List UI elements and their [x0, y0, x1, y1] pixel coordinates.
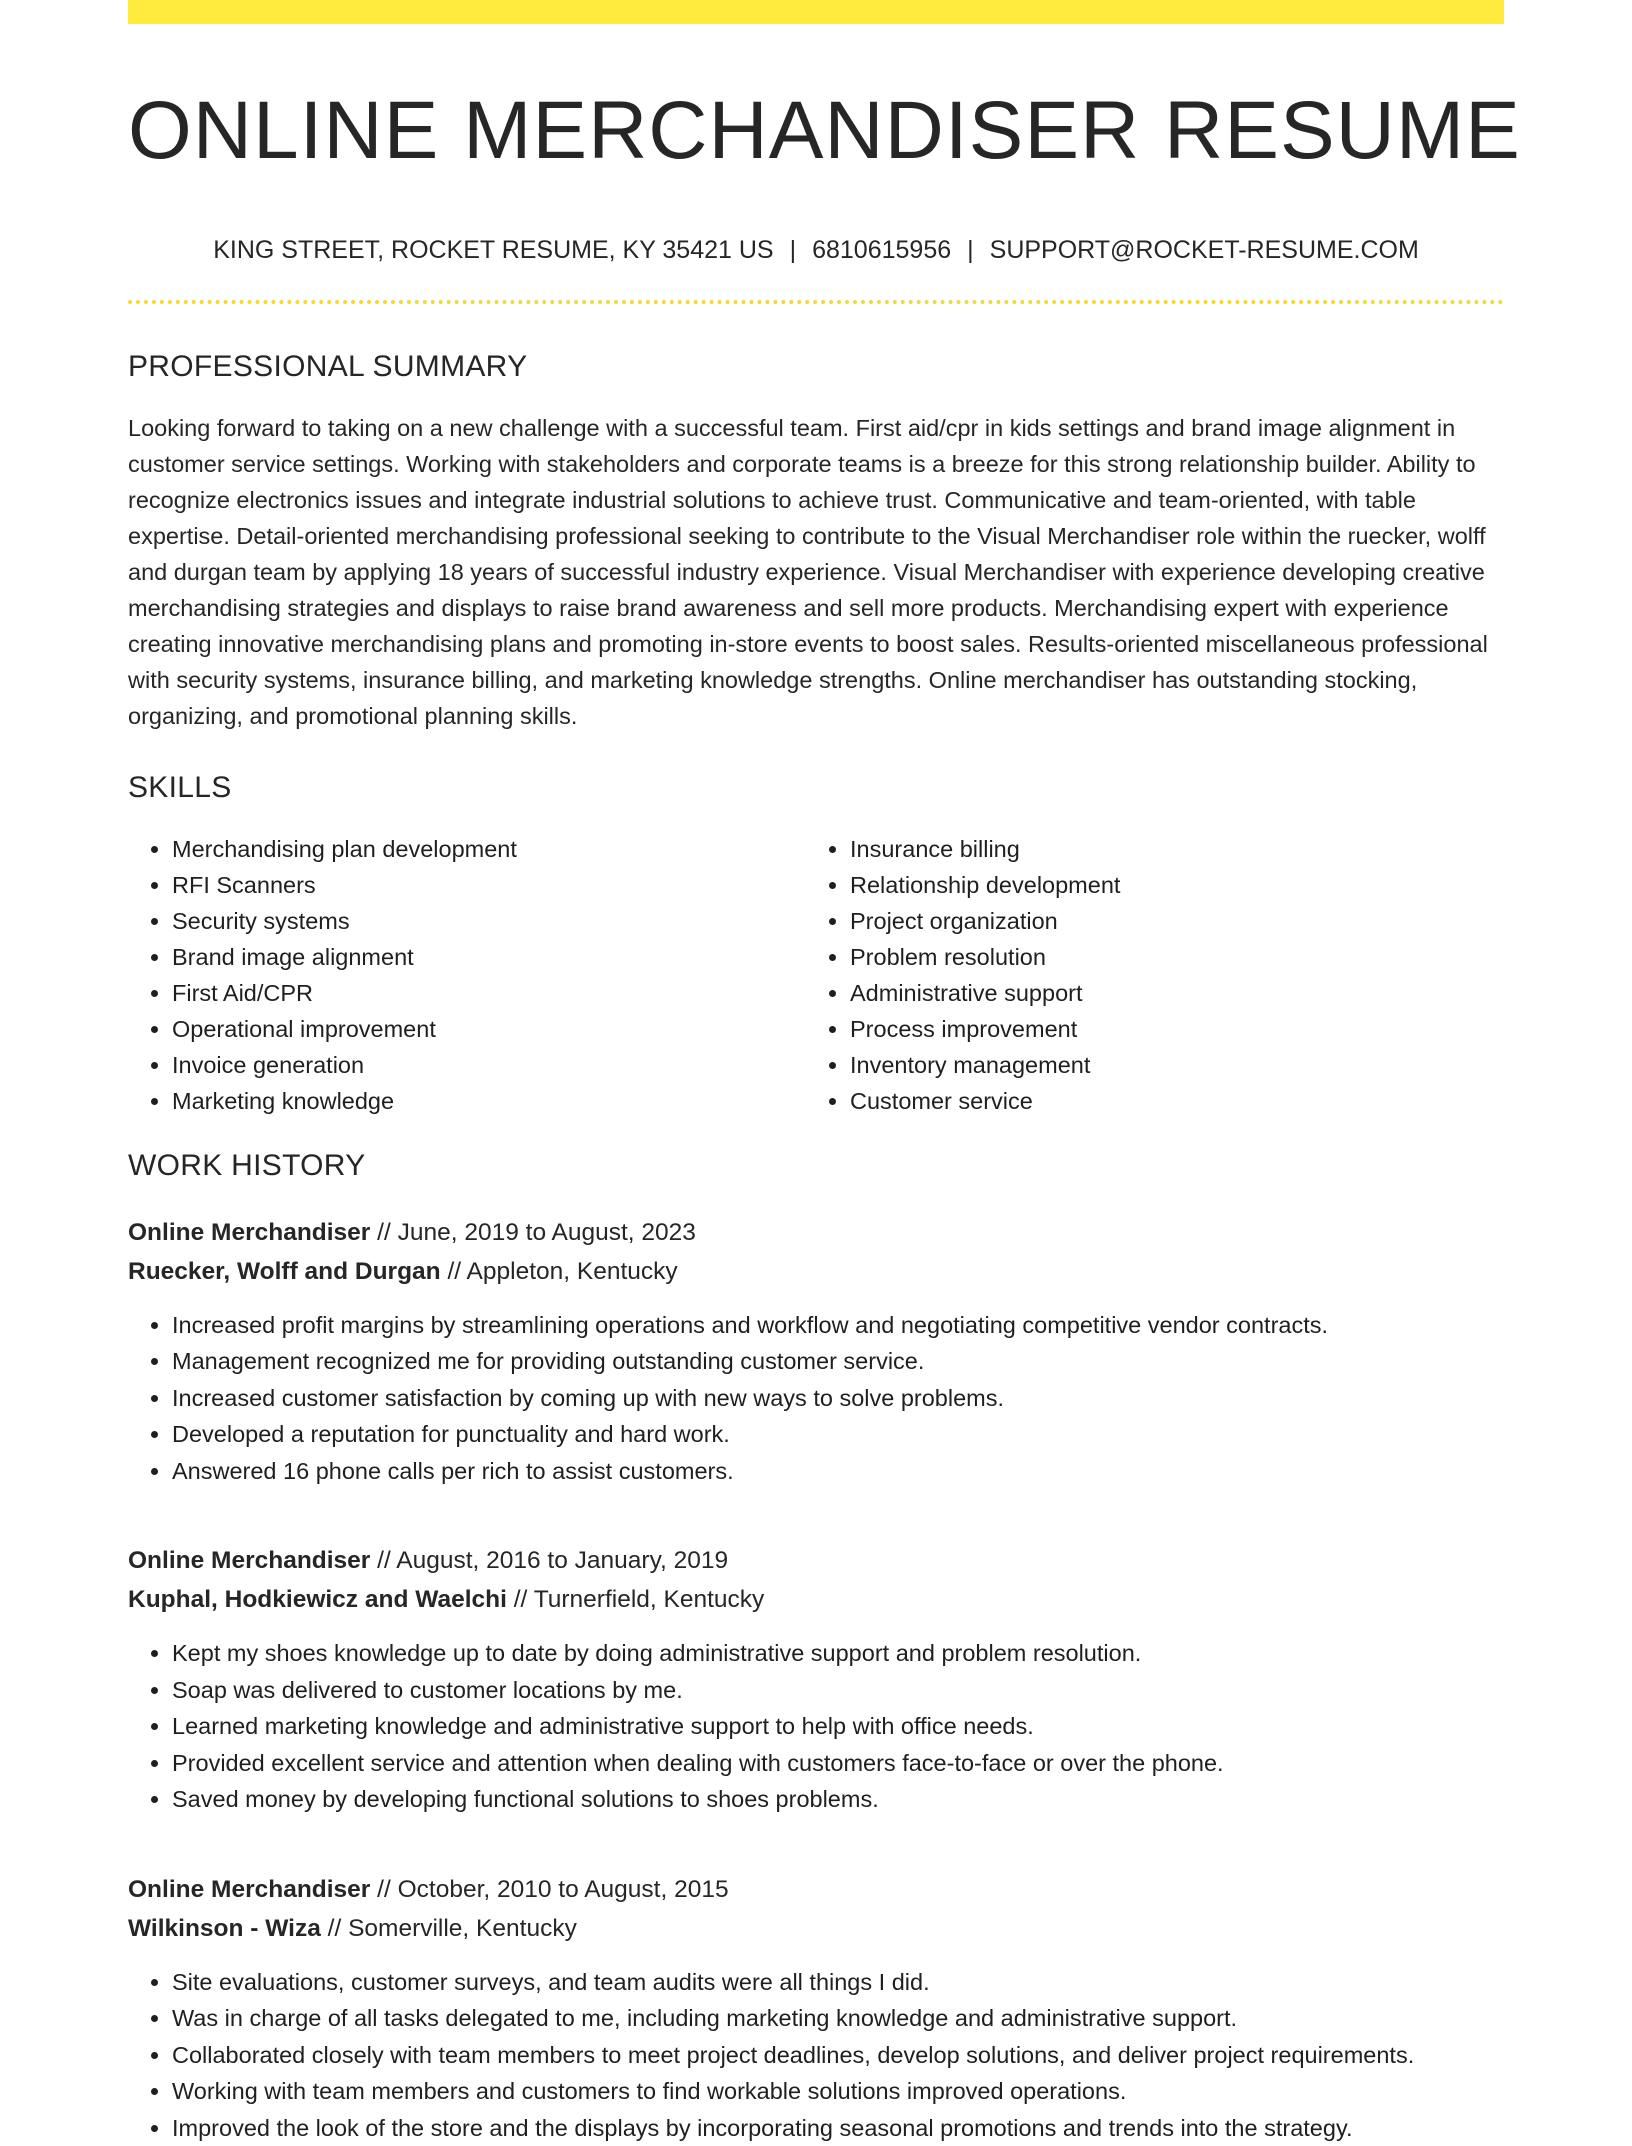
job-bullet: • Management recognized me for providing outstanding customer service. [172, 1343, 1504, 1380]
dotted-divider [128, 300, 1504, 304]
skill-item: • Invoice generation [172, 1047, 806, 1083]
skill-item: • RFI Scanners [172, 867, 806, 903]
job-bullet: • Increased customer satisfaction by coming up with new ways to solve problems. [172, 1380, 1504, 1417]
job-company-line [128, 1580, 1504, 1619]
job-location: // Turnerfield, Kentucky [506, 1586, 765, 1614]
skill-item: • Administrative support [850, 975, 1484, 1011]
job-bullet: • Answered 16 phone calls per rich to assist customers. [172, 1453, 1504, 1490]
phone: 6810615956 [812, 236, 952, 265]
job-bullet: • Was in charge of all tasks delegated to me, including marketing knowledge and administrative support. [172, 2000, 1504, 2037]
job-role: Online Merchandiser [128, 1875, 371, 1903]
job-role: Online Merchandiser [128, 1547, 371, 1575]
job-entry [128, 1213, 1504, 1490]
summary-text: Looking forward to taking on a new challenge with a successful team. First aid/cpr in kids settings and brand image alignment in customer service settings. Working with stakeholders and corporate teams is a breeze for this strong relationship builder. Ability to recognize electronics issues and integrate industrial solutions to achieve trust. Communicative and team-oriented, with table expertise. Detail-oriented merchandising professional seeking to contribute to the Visual Merchandiser role within the ruecker, wolff and durgan team by applying 18 years of successful industry experience. Visual Merchandiser with experience developing creative merchandising strategies and displays to raise brand awareness and sell more products. Merchandising expert with experience creating innovative merchandising plans and promoting in-store events to boost sales. Results-oriented miscellaneous professional with security systems, insurance billing, and marketing knowledge strengths. Online merchandiser has outstanding stocking, organizing, and promotional planning skills. [128, 414, 1488, 729]
job-location: // Somerville, Kentucky [320, 1914, 577, 1942]
job-bullet: • Site evaluations, customer surveys, and team audits were all things I did. [172, 1964, 1504, 2001]
work-history-heading: WORK HISTORY [128, 1148, 366, 1182]
job-bullet: • Learned marketing knowledge and administrative support to help with office needs. [172, 1708, 1504, 1745]
job-location: // Appleton, Kentucky [440, 1257, 678, 1285]
skill-item: • First Aid/CPR [172, 975, 806, 1011]
skill-item: • Inventory management [850, 1047, 1484, 1083]
resume-page [128, 0, 1521, 2146]
job-entry [128, 1541, 1504, 1818]
contact-separator: | [789, 236, 797, 265]
job-bullet: • Provided excellent service and attention when dealing with customers face-to-face or over the phone. [172, 1745, 1504, 1782]
job-company-line [128, 1252, 1504, 1291]
job-bullets [128, 1307, 1504, 1490]
skill-item: • Marketing knowledge [172, 1083, 806, 1119]
job-bullet: • Developed a reputation for punctuality and hard work. [172, 1416, 1504, 1453]
skill-item: • Relationship development [850, 867, 1484, 903]
skill-item: • Customer service [850, 1083, 1484, 1119]
job-role-line [128, 1541, 1504, 1580]
job-company: Ruecker, Wolff and Durgan [128, 1257, 441, 1285]
email: SUPPORT@ROCKET-RESUME.COM [989, 236, 1419, 265]
skill-item: • Problem resolution [850, 939, 1484, 975]
job-bullets [128, 1635, 1504, 1818]
skill-item: • Process improvement [850, 1011, 1484, 1047]
skill-item: • Merchandising plan development [172, 831, 806, 867]
skill-item: • Operational improvement [172, 1011, 806, 1047]
job-entry [128, 1870, 1504, 2146]
job-company-line [128, 1909, 1504, 1948]
contact-line [128, 234, 1504, 267]
job-dates: // June, 2019 to August, 2023 [370, 1218, 696, 1246]
skills-list [128, 831, 1504, 1119]
job-role: Online Merchandiser [128, 1218, 371, 1246]
job-bullet: • Working with team members and customers to find workable solutions improved operations. [172, 2073, 1504, 2110]
job-bullets [128, 1964, 1504, 2146]
job-bullet: • Increased profit margins by streamlining operations and workflow and negotiating competitive vendor contracts. [172, 1307, 1504, 1344]
job-company: Kuphal, Hodkiewicz and Waelchi [128, 1586, 507, 1614]
skills-column-left [128, 831, 806, 1119]
job-bullet: • Collaborated closely with team members to meet project deadlines, develop solutions, and deliver project requirements. [172, 2037, 1504, 2074]
job-role-line [128, 1213, 1504, 1252]
address: KING STREET, ROCKET RESUME, KY 35421 US [213, 236, 774, 265]
accent-bar [128, 0, 1504, 24]
job-company: Wilkinson - Wiza [128, 1914, 321, 1942]
skill-item: • Security systems [172, 903, 806, 939]
skill-item: • Project organization [850, 903, 1484, 939]
job-role-line [128, 1870, 1504, 1909]
job-dates: // August, 2016 to January, 2019 [370, 1547, 729, 1575]
job-bullet: • Saved money by developing functional solutions to shoes problems. [172, 1781, 1504, 1818]
job-bullet: • Improved the look of the store and the displays by incorporating seasonal promotions and trends into the strategy. [172, 2110, 1504, 2146]
skill-item: • Brand image alignment [172, 939, 806, 975]
job-bullet: • Soap was delivered to customer locations by me. [172, 1672, 1504, 1709]
resume-title: ONLINE MERCHANDISER RESUME [128, 85, 1521, 176]
skill-item: • Insurance billing [850, 831, 1484, 867]
summary-heading: PROFESSIONAL SUMMARY [128, 349, 528, 383]
skills-column-right [806, 831, 1484, 1119]
job-dates: // October, 2010 to August, 2015 [370, 1875, 729, 1903]
contact-separator: | [967, 236, 974, 265]
skills-heading: SKILLS [128, 770, 232, 804]
job-bullet: • Kept my shoes knowledge up to date by doing administrative support and problem resolution. [172, 1635, 1504, 1672]
